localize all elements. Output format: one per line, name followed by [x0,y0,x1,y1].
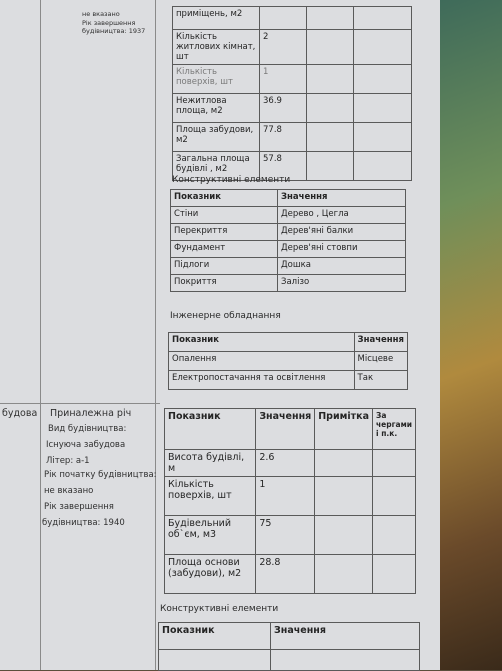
table-cell: Дерево , Цегла [278,207,406,224]
table-cell: приміщень, м2 [173,7,260,30]
end-year-value: будівництва: 1940 [42,518,125,528]
table-header-cell: Значення [271,623,420,650]
table-cell: Площа основи (забудови), м2 [165,555,256,594]
table-cell: Кількість поверхів, шт [165,477,256,516]
table-cell: Дошка [278,258,406,275]
table-row [165,555,416,594]
constructive-elements-title: Конструктивні елементи [172,175,291,185]
table-cell: Стіни [171,207,278,224]
column-divider [155,0,156,670]
table-cell [315,555,373,594]
column-divider [40,0,41,670]
table-cell: Нежитлова площа, м2 [173,94,260,123]
background-fabric [432,0,502,670]
table-cell [373,477,416,516]
table-cell [260,7,307,30]
year-label: Рік завершення [82,19,136,27]
letter-label: Літер: а-1 [46,456,90,466]
table-cell: 1 [256,477,315,516]
table-cell [373,555,416,594]
table-header-cell: Показник [169,333,355,352]
table-cell [354,123,412,152]
table-row [173,7,412,30]
engineering-equipment-title: Інженерне обладнання [170,311,281,321]
table-cell: 2.6 [256,450,315,477]
table-cell: Фундамент [171,241,278,258]
table-cell [354,30,412,65]
building-type-title: Приналежна річ [50,408,132,419]
table-cell [354,65,412,94]
table-row [173,65,412,94]
constructive-elements-title-2: Конструктивні елементи [160,604,279,614]
table-cell [307,94,354,123]
table-cell [315,477,373,516]
table-cell: Покриття [171,275,278,292]
table-cell: 36.9 [260,94,307,123]
table-row [159,623,420,650]
table-cell [315,450,373,477]
table-cell: Площа забудови, м2 [173,123,260,152]
table-row [171,224,406,241]
table-cell: Перекриття [171,224,278,241]
table-row [171,207,406,224]
table-header-cell: Показник [171,190,278,207]
table-cell: 2 [260,30,307,65]
table-row [165,477,416,516]
table-header-cell: Значення [354,333,407,352]
table-cell [373,450,416,477]
table-cell: Кількість житлових кімнат, шт [173,30,260,65]
table-cell: Дерев'яні стовпи [278,241,406,258]
table-header-cell: Примітка [315,409,373,450]
table-row [165,409,416,450]
table-row [173,30,412,65]
table-cell: Дерев'яні балки [278,224,406,241]
table-cell [354,94,412,123]
table-cell [307,30,354,65]
section-separator [0,403,160,404]
table-row [171,241,406,258]
table-cell: Залізо [278,275,406,292]
table-cell: Місцеве [354,352,407,371]
table-cell: Будівельний об`єм, м3 [165,516,256,555]
table-cell: 75 [256,516,315,555]
constructive-elements-table [170,189,406,292]
constructive-elements-table-2 [158,622,420,671]
table-cell: Електропостачання та освітлення [169,371,355,390]
table-cell: 28.8 [256,555,315,594]
table-cell: 1 [260,65,307,94]
table-header-cell: Значення [256,409,315,450]
table-header-cell: Значення [278,190,406,207]
table-row [173,94,412,123]
table-row [165,516,416,555]
table-cell [307,65,354,94]
building-kind-value: Існуюча забудова [46,440,126,450]
table-cell [354,7,412,30]
table-cell [373,516,416,555]
top-parameters-table [172,6,412,181]
engineering-equipment-table [168,332,408,390]
table-row [169,352,408,371]
table-row [171,258,406,275]
table-cell: Висота будівлі, м [165,450,256,477]
table-cell: 57.8 [260,152,307,181]
start-year-label: Рік початку будівництва: [44,470,157,480]
table-cell [315,516,373,555]
table-cell: Опалення [169,352,355,371]
table-cell: Підлоги [171,258,278,275]
table-row [171,190,406,207]
start-year-value: не вказано [44,486,94,496]
table-cell: Так [354,371,407,390]
table-cell: Загальна площа будівлі , м2 [173,152,260,181]
table-header-cell: За чергами і п.к. [373,409,416,450]
building-parameters-table [164,408,416,594]
year-value: будівництва: 1937 [82,27,146,35]
table-cell: Кількість поверхів, шт [173,65,260,94]
table-row [159,650,420,671]
end-year-label: Рік завершення [44,502,114,512]
table-header-cell: Показник [165,409,256,450]
table-row [171,275,406,292]
table-header-cell: Показник [159,623,271,650]
table-row [173,123,412,152]
table-cell [307,152,354,181]
table-cell [159,650,271,671]
building-label: будова [2,408,38,419]
table-cell [271,650,420,671]
table-cell: 77.8 [260,123,307,152]
table-cell [307,7,354,30]
table-cell [354,152,412,181]
table-cell [307,123,354,152]
table-row [165,450,416,477]
year-label-unknown: не вказано [82,10,120,18]
building-kind-label: Вид будівництва: [48,424,127,434]
table-row [169,371,408,390]
table-row [169,333,408,352]
